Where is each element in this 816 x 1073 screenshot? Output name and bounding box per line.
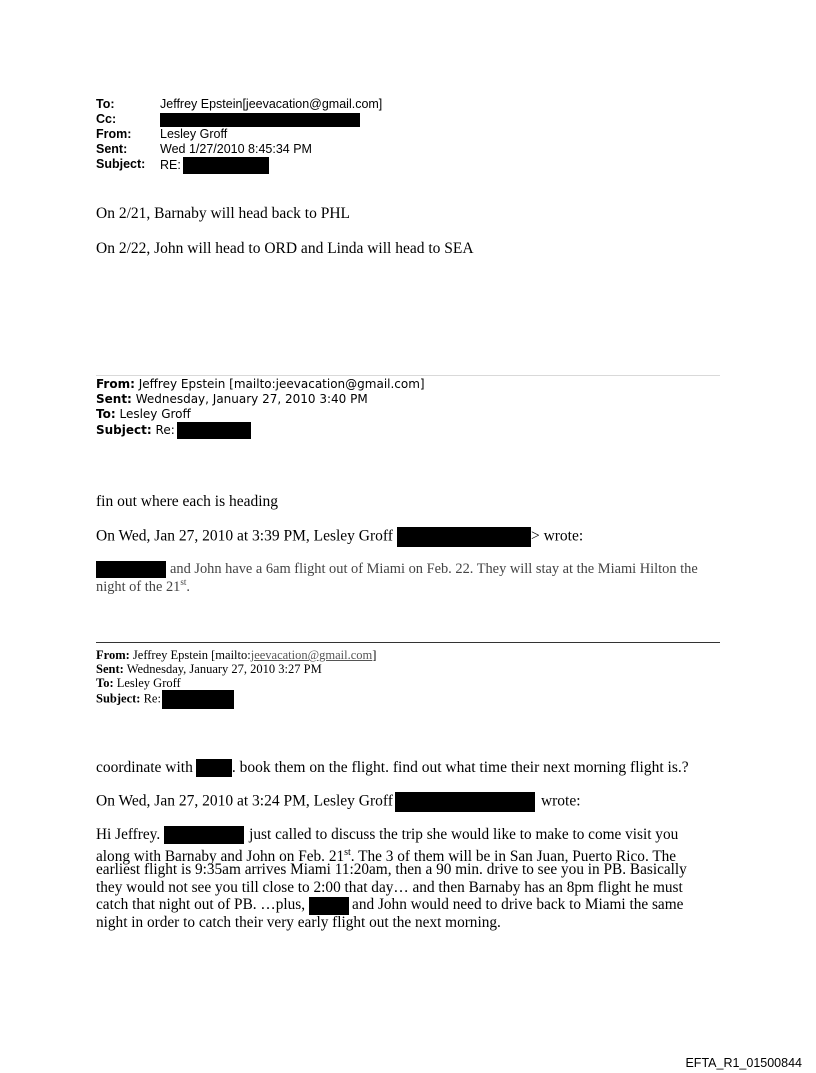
sent-value: Wednesday, January 27, 2010 3:27 PM xyxy=(126,662,322,676)
subject-label: Subject: xyxy=(96,157,146,171)
redaction-box xyxy=(309,897,349,915)
redaction-box xyxy=(160,113,360,127)
sent-label: Sent: xyxy=(96,662,124,676)
to-label: To: xyxy=(96,676,114,690)
body-line-1: On 2/21, Barnaby will head back to PHL xyxy=(96,205,350,222)
from-label: From: xyxy=(96,127,132,141)
subject-label: Subject: xyxy=(96,423,152,437)
quoted-email-header: From: Jeffrey Epstein [mailto:jeevacation@gmail.com] Sent: Wednesday, January 27, 2010 3:27 PM To: Lesley Groff Subject: Re: xyxy=(96,648,376,704)
subject-value: Re: xyxy=(155,423,175,437)
divider xyxy=(96,642,720,643)
document-id: EFTA_R1_01500844 xyxy=(685,1056,802,1070)
body-line-2: On 2/22, John will head to ORD and Linda will head to SEA xyxy=(96,240,474,257)
redaction-box xyxy=(183,157,269,174)
from-value: Jeffrey Epstein [mailto:jeevacation@gmail.com] xyxy=(138,377,425,391)
sent-label: Sent: xyxy=(96,142,128,156)
quote-intro: On Wed, Jan 27, 2010 at 3:24 PM, Lesley Groff wrote: xyxy=(96,792,581,812)
redaction-box xyxy=(196,759,232,777)
to-value: Lesley Groff xyxy=(119,407,191,421)
subject-value: RE: xyxy=(160,157,181,172)
redaction-box xyxy=(96,561,166,578)
quoted-paragraph: Hi Jeffrey. just called to discuss the trip she would like to make to come visit you along with Barnaby and John on Feb. 21st. The 3 of them will be in San Juan, Puerto Rico. The earliest flight is 9:35am arrives Miami 11:20am, then a 90 min. drive to see you in PB. Basically they would not see you till close to 2:00 that day… and then Barnaby has an 8pm flight he must catch that night out of PB. …plus, and John would need to drive back to Miami the same night in order to catch their very early flight out the next morning. xyxy=(96,826,687,931)
quoted-text-line: and John have a 6am flight out of Miami on Feb. 22. They will stay at the Miami Hilton the xyxy=(96,561,698,578)
sent-value: Wednesday, January 27, 2010 3:40 PM xyxy=(135,392,368,406)
redaction-box xyxy=(395,792,535,812)
subject-label: Subject: xyxy=(96,691,141,706)
to-value: Jeffrey Epstein[jeevacation@gmail.com] xyxy=(160,97,383,111)
redaction-box xyxy=(397,527,531,547)
sent-value: Wed 1/27/2010 8:45:34 PM xyxy=(160,142,312,156)
redaction-box xyxy=(164,826,244,844)
email-link[interactable]: jeevacation@gmail.com xyxy=(250,648,373,662)
from-value: Lesley Groff xyxy=(160,127,228,141)
to-value: Lesley Groff xyxy=(116,676,181,690)
reply-body: fin out where each is heading xyxy=(96,493,279,510)
to-label: To: xyxy=(96,407,116,421)
reply-body: coordinate with . book them on the flight. find out what time their next morning flight is.? xyxy=(96,759,689,776)
cc-label: Cc: xyxy=(96,112,117,126)
from-label: From: xyxy=(96,377,135,391)
to-label: To: xyxy=(96,97,115,111)
redaction-box xyxy=(162,690,234,709)
divider xyxy=(96,375,720,376)
sent-label: Sent: xyxy=(96,392,132,406)
subject-value: Re: xyxy=(143,691,161,706)
quoted-text-line: night of the 21st. xyxy=(96,577,190,595)
quote-intro: On Wed, Jan 27, 2010 at 3:39 PM, Lesley Groff > wrote: xyxy=(96,527,583,547)
from-label: From: xyxy=(96,648,130,662)
redaction-box xyxy=(177,422,251,439)
quoted-email-header xyxy=(96,377,425,437)
